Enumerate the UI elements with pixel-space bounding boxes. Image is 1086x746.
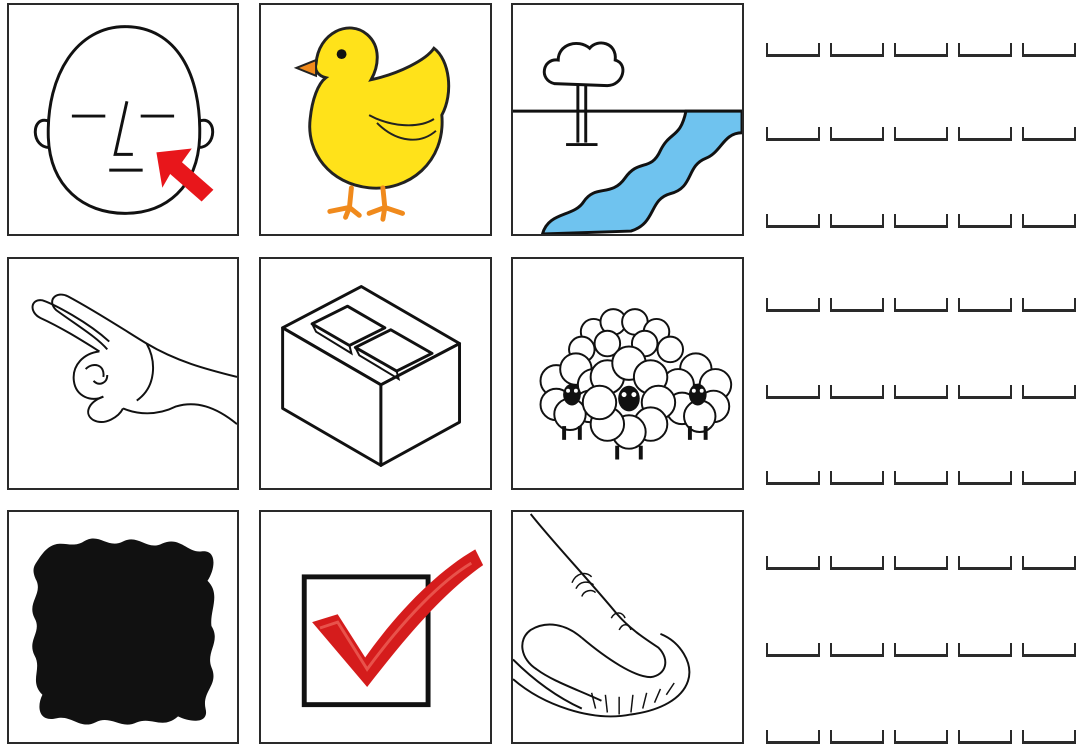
letter-slot[interactable] [766, 556, 820, 570]
finger-tile [511, 510, 744, 744]
finger-press-icon [513, 512, 742, 742]
letter-slot[interactable] [958, 214, 1012, 228]
letter-slot[interactable] [958, 298, 1012, 312]
sheep-tile [511, 257, 744, 490]
letter-slot[interactable] [1022, 730, 1076, 744]
face-cheek-arrow-icon [9, 5, 237, 234]
letter-slot[interactable] [958, 471, 1012, 485]
chick-icon [261, 5, 490, 234]
letter-slot[interactable] [830, 43, 884, 57]
letter-slot[interactable] [766, 214, 820, 228]
letter-slot[interactable] [830, 298, 884, 312]
letter-slot[interactable] [958, 43, 1012, 57]
letter-slot[interactable] [894, 298, 948, 312]
river-tile [511, 3, 744, 236]
sheep-flock-icon [513, 259, 742, 488]
letter-slot[interactable] [894, 643, 948, 657]
answer-slots [758, 0, 1086, 744]
face-tile [7, 3, 239, 236]
letter-slot[interactable] [894, 730, 948, 744]
letter-slot[interactable] [1022, 556, 1076, 570]
letter-slot[interactable] [830, 643, 884, 657]
letter-slot[interactable] [766, 643, 820, 657]
hand-gesture-icon [9, 259, 237, 488]
letter-slot[interactable] [894, 385, 948, 399]
letter-slot[interactable] [830, 730, 884, 744]
letter-slot[interactable] [958, 730, 1012, 744]
letter-slot[interactable] [1022, 385, 1076, 399]
chick-tile [259, 3, 492, 236]
letter-slot[interactable] [830, 214, 884, 228]
letter-slot[interactable] [830, 556, 884, 570]
letter-slot[interactable] [830, 385, 884, 399]
letter-slot[interactable] [1022, 43, 1076, 57]
letter-slot[interactable] [766, 298, 820, 312]
letter-slot[interactable] [1022, 298, 1076, 312]
tree-river-icon [513, 5, 742, 234]
letter-slot[interactable] [894, 214, 948, 228]
letter-slot[interactable] [894, 127, 948, 141]
letter-slot[interactable] [830, 471, 884, 485]
letter-slot[interactable] [766, 127, 820, 141]
letter-slot[interactable] [1022, 127, 1076, 141]
letter-slot[interactable] [958, 556, 1012, 570]
letter-slot[interactable] [958, 643, 1012, 657]
black-blot-icon [9, 512, 237, 742]
letter-slot[interactable] [894, 43, 948, 57]
letter-slot[interactable] [766, 385, 820, 399]
cinder-block-icon [261, 259, 490, 488]
letter-slot[interactable] [1022, 643, 1076, 657]
hand-tile [7, 257, 239, 490]
letter-slot[interactable] [766, 730, 820, 744]
letter-slot[interactable] [958, 127, 1012, 141]
letter-slot[interactable] [1022, 471, 1076, 485]
checkbox-tick-icon [261, 512, 490, 742]
check-tile [259, 510, 492, 744]
letter-slot[interactable] [766, 43, 820, 57]
letter-slot[interactable] [958, 385, 1012, 399]
letter-slot[interactable] [1022, 214, 1076, 228]
letter-slot[interactable] [894, 556, 948, 570]
letter-slot[interactable] [830, 127, 884, 141]
block-tile [259, 257, 492, 490]
blot-tile [7, 510, 239, 744]
letter-slot[interactable] [894, 471, 948, 485]
letter-slot[interactable] [766, 471, 820, 485]
